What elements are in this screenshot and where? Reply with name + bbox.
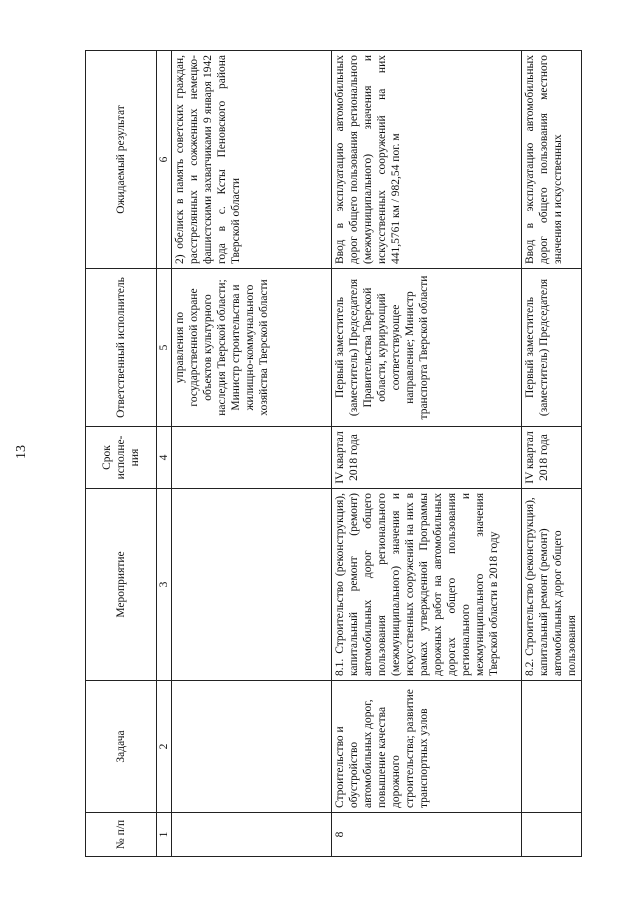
row-term: IV квартал 2018 года: [522, 427, 582, 489]
row-num: [522, 813, 582, 857]
row-result: 2) обелиск в память советских граждан, расстрелянных и сожженных немецко-фашистскими захватчиками 9 января 1942 года в с. Ксты Пеновского района Тверской области: [172, 51, 332, 269]
column-number: 5: [157, 269, 172, 427]
header-term: Срок исполне-ния: [86, 427, 157, 489]
column-number-row: [157, 51, 172, 857]
row-term: IV квартал 2018 года: [332, 427, 522, 489]
row-activity: [172, 489, 332, 681]
table-row: [172, 51, 332, 857]
header-num: № п/п: [86, 813, 157, 857]
rotated-page-content: [85, 51, 584, 857]
header-activity: Мероприятие: [86, 489, 157, 681]
page-number: 13: [14, 445, 29, 459]
row-num: [172, 813, 332, 857]
row-executor: управления по государственной охране объектов культурного наследия Тверской области; Министр строительства и жилищно-коммунального хозяйства Тверской области: [172, 269, 332, 427]
header-task: Задача: [86, 681, 157, 813]
plan-table: [85, 50, 582, 857]
column-number: 4: [157, 427, 172, 489]
row-executor: Первый заместитель (заместитель) Председателя Правительства Тверской области, курирующий соответствующее направление; Министр транспорта Тверской области: [332, 269, 522, 427]
header-result: Ожидаемый результат: [86, 51, 157, 269]
header-executor: Ответственный исполнитель: [86, 269, 157, 427]
column-number: 1: [157, 813, 172, 857]
row-executor: Первый заместитель (заместитель) Председателя: [522, 269, 582, 427]
row-task: Строительство и обустройство автомобильных дорог, повышение качества дорожного строительства; развитие транспортных узлов: [332, 681, 522, 813]
row-activity: 8.2. Строительство (реконструкция), капитальный ремонт (ремонт) автомобильных дорог общего пользования: [522, 489, 582, 681]
row-result: Ввод в эксплуатацию автомобильных дорог общего пользования регионального (межмуниципального) значения и искусственных сооружений на них 441,5761 км / 982,54 пог. м: [332, 51, 522, 269]
row-term: [172, 427, 332, 489]
column-number: 6: [157, 51, 172, 269]
row-task: [172, 681, 332, 813]
row-task: [522, 681, 582, 813]
table-row: [522, 51, 582, 857]
row-activity: 8.1. Строительство (реконструкция), капитальный ремонт (ремонт) автомобильных дорог общего пользования регионального (межмуниципального) значения и искусственных сооружений на них в рамках утвержденной Программы дорожных работ на автомобильных дорогах общего пользования регионального и межмуниципального значения Тверской области в 2018 году: [332, 489, 522, 681]
table-header-row: [86, 51, 157, 857]
row-result: Ввод в эксплуатацию автомобильных дорог общего пользования местного значения и искусственных: [522, 51, 582, 269]
row-num: 8: [332, 813, 522, 857]
column-number: 3: [157, 489, 172, 681]
table-row: [332, 51, 522, 857]
column-number: 2: [157, 681, 172, 813]
